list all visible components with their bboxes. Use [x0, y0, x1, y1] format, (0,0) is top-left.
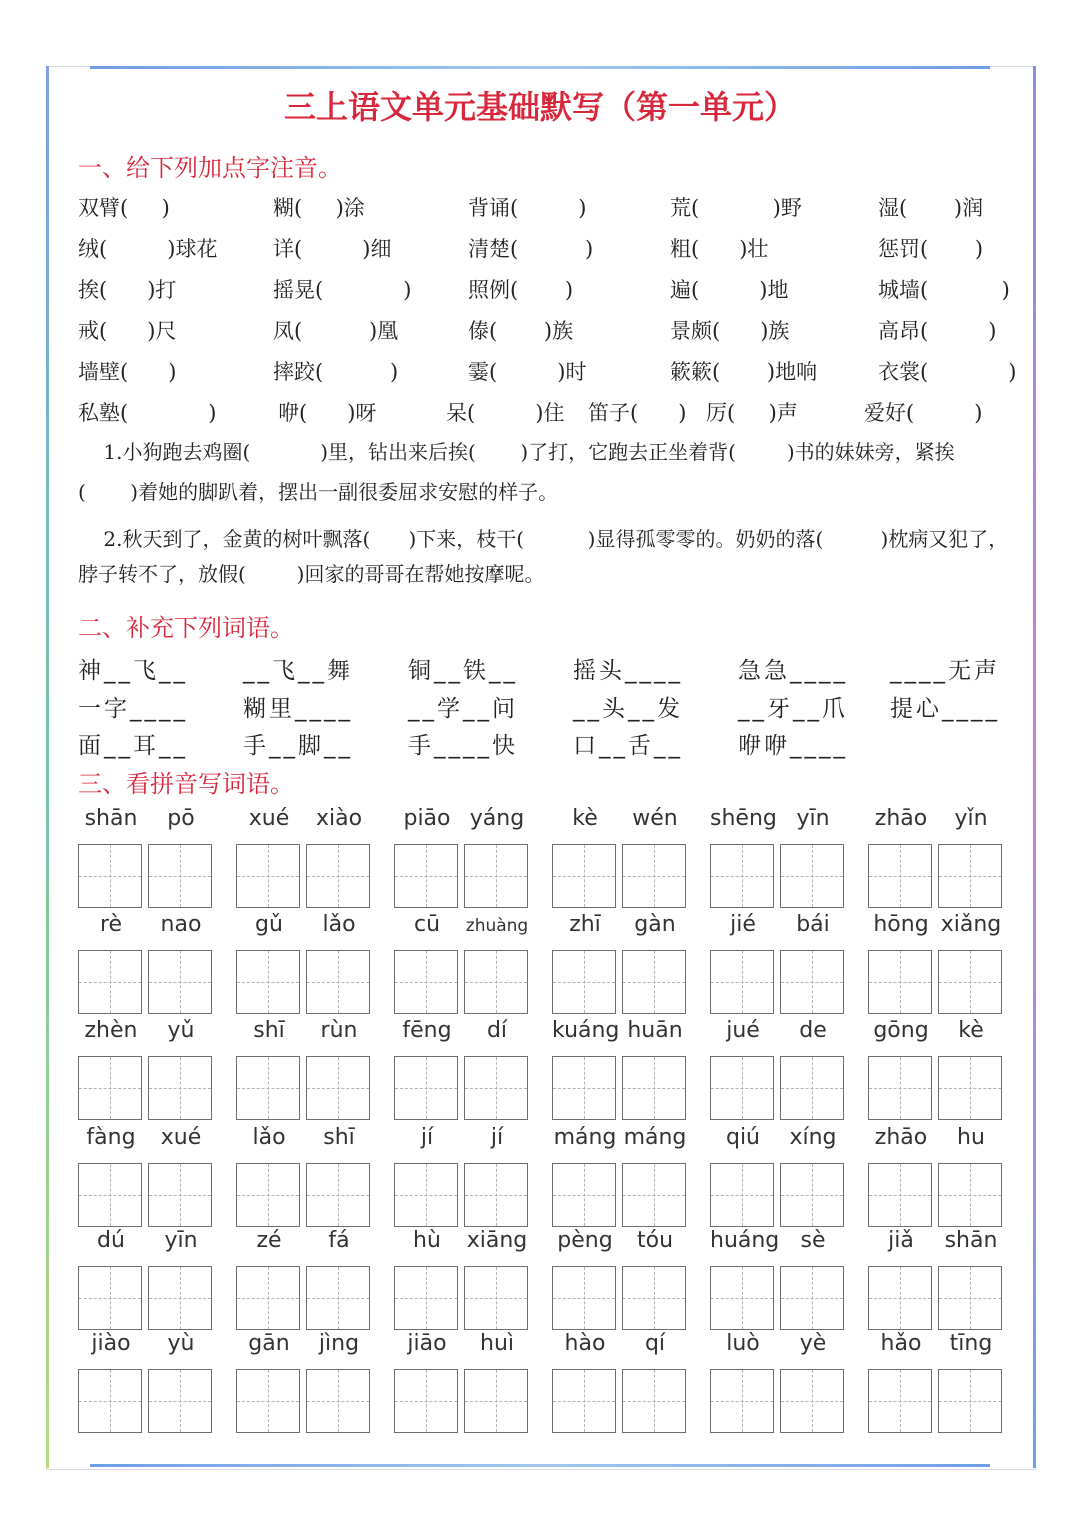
- word-fill-item[interactable]: 咿咿____: [738, 733, 848, 759]
- tianzige-writing-box[interactable]: [148, 1163, 212, 1227]
- pinyin-label: jiǎ: [888, 1228, 914, 1253]
- annotate-item[interactable]: 厉( )声: [706, 401, 798, 425]
- annotate-item[interactable]: 爱好( ): [864, 401, 983, 425]
- tianzige-writing-box[interactable]: [78, 1056, 142, 1120]
- pinyin-label: pō: [167, 806, 195, 831]
- pinyin-label: dú: [97, 1228, 125, 1253]
- tianzige-writing-box[interactable]: [938, 1163, 1002, 1227]
- tianzige-writing-box[interactable]: [148, 1056, 212, 1120]
- pinyin-label: xué: [248, 806, 290, 831]
- tianzige-writing-box[interactable]: [306, 1266, 370, 1330]
- tianzige-writing-box[interactable]: [938, 1056, 1002, 1120]
- annotate-item[interactable]: 遍( )地: [670, 278, 789, 302]
- tianzige-writing-box[interactable]: [622, 1163, 686, 1227]
- tianzige-writing-box[interactable]: [148, 844, 212, 908]
- tianzige-writing-box[interactable]: [710, 1056, 774, 1120]
- word-fill-item[interactable]: 糊里____: [243, 696, 353, 722]
- pinyin-label: kè: [572, 806, 598, 831]
- tianzige-writing-box[interactable]: [938, 950, 1002, 1014]
- pinyin-label: máng: [623, 1125, 687, 1150]
- tianzige-writing-box[interactable]: [306, 1056, 370, 1120]
- annotate-item[interactable]: 高昂( ): [878, 319, 997, 343]
- tianzige-writing-box[interactable]: [236, 844, 300, 908]
- annotate-item[interactable]: 城墙( ): [878, 278, 1010, 302]
- pinyin-label: fēng: [402, 1018, 452, 1043]
- sentence-line: ( )着她的脚趴着，摆出一副很委屈求安慰的样子。: [78, 480, 559, 504]
- pinyin-row: [78, 192, 1008, 224]
- tianzige-writing-box[interactable]: [148, 1266, 212, 1330]
- word-fill-item[interactable]: __头__发: [573, 696, 683, 722]
- pinyin-row: [78, 397, 1008, 429]
- pinyin-label: zhāo: [874, 806, 928, 831]
- pinyin-label: huáng: [710, 1228, 780, 1253]
- pinyin-label: huì: [480, 1331, 514, 1356]
- pinyin-label: jié: [730, 912, 756, 937]
- pinyin-label: fàng: [86, 1125, 136, 1150]
- pinyin-label: shī: [253, 1018, 285, 1043]
- pinyin-label: nao: [160, 912, 202, 937]
- pinyin-label: yǐn: [954, 806, 988, 831]
- sentence-line: 2.秋天到了，金黄的树叶飘落( )下来，枝干( )显得孤零零的。奶奶的落( )枕病又犯了，: [78, 527, 1009, 551]
- pinyin-label: luò: [726, 1331, 760, 1356]
- tianzige-writing-box[interactable]: [710, 844, 774, 908]
- tianzige-writing-box[interactable]: [464, 1266, 528, 1330]
- pinyin-label: zhuàng: [465, 916, 529, 936]
- pinyin-label: xué: [160, 1125, 202, 1150]
- word-fill-row: [78, 727, 1008, 761]
- tianzige-writing-box[interactable]: [148, 950, 212, 1014]
- pinyin-label: yǔ: [167, 1018, 195, 1043]
- tianzige-writing-box[interactable]: [710, 1266, 774, 1330]
- word-fill-item[interactable]: 急急____: [738, 658, 848, 684]
- pinyin-label: xiào: [315, 806, 363, 831]
- pinyin-label: hǎo: [880, 1331, 922, 1356]
- pinyin-label: shī: [323, 1125, 355, 1150]
- pinyin-label: rè: [99, 912, 123, 937]
- annotate-item[interactable]: 糊( )涂: [273, 196, 365, 220]
- pinyin-label: zé: [256, 1228, 282, 1253]
- tianzige-writing-box[interactable]: [552, 1163, 616, 1227]
- pinyin-label: lǎo: [322, 912, 356, 937]
- word-fill-item[interactable]: ____无声: [890, 658, 1000, 684]
- pinyin-label: de: [799, 1018, 827, 1043]
- annotate-item[interactable]: 凤( )凰: [273, 319, 399, 343]
- word-fill-item[interactable]: 口__舌__: [573, 733, 683, 759]
- tianzige-writing-box[interactable]: [868, 1266, 932, 1330]
- page-title: 三上语文单元基础默写（第一单元）: [283, 88, 796, 126]
- tianzige-writing-box[interactable]: [394, 1163, 458, 1227]
- word-fill-item[interactable]: __飞__舞: [243, 658, 353, 684]
- tianzige-writing-box[interactable]: [552, 1266, 616, 1330]
- pinyin-label: zhāo: [874, 1125, 928, 1150]
- word-fill-item[interactable]: __牙__爪: [738, 696, 848, 722]
- word-fill-item[interactable]: 一字____: [78, 696, 188, 722]
- pinyin-label: pèng: [557, 1228, 613, 1253]
- pinyin-label: zhèn: [84, 1018, 138, 1043]
- pinyin-label: gān: [248, 1331, 290, 1356]
- tianzige-writing-box[interactable]: [78, 844, 142, 908]
- tianzige-writing-box[interactable]: [868, 1163, 932, 1227]
- tianzige-writing-box[interactable]: [552, 844, 616, 908]
- pinyin-label: hu: [957, 1125, 985, 1150]
- tianzige-writing-box[interactable]: [78, 1266, 142, 1330]
- tianzige-writing-box[interactable]: [780, 1163, 844, 1227]
- pinyin-label: hōng: [873, 912, 929, 937]
- tianzige-writing-box[interactable]: [306, 950, 370, 1014]
- tianzige-writing-box[interactable]: [464, 844, 528, 908]
- tianzige-writing-box[interactable]: [780, 1369, 844, 1433]
- tianzige-writing-box[interactable]: [938, 1266, 1002, 1330]
- pinyin-row: [78, 274, 1008, 306]
- pinyin-label: fá: [328, 1228, 350, 1253]
- pinyin-row: [78, 315, 1008, 347]
- tianzige-writing-box[interactable]: [780, 1056, 844, 1120]
- tianzige-writing-box[interactable]: [938, 844, 1002, 908]
- pinyin-label: shān: [944, 1228, 998, 1253]
- pinyin-label: gǔ: [255, 912, 283, 937]
- tianzige-writing-box[interactable]: [710, 1163, 774, 1227]
- pinyin-label: jí: [420, 1125, 434, 1150]
- tianzige-writing-box[interactable]: [394, 1369, 458, 1433]
- tianzige-writing-box[interactable]: [306, 1369, 370, 1433]
- tianzige-writing-box[interactable]: [464, 1163, 528, 1227]
- tianzige-writing-box[interactable]: [710, 950, 774, 1014]
- pinyin-label: shēng: [710, 806, 777, 831]
- tianzige-writing-box[interactable]: [622, 1369, 686, 1433]
- pinyin-label: yīn: [796, 806, 830, 831]
- tianzige-writing-box[interactable]: [394, 1266, 458, 1330]
- pinyin-label: tóu: [636, 1228, 674, 1253]
- tianzige-writing-box[interactable]: [394, 950, 458, 1014]
- annotate-item[interactable]: 详( )细: [273, 237, 392, 261]
- pinyin-row: [78, 233, 1008, 265]
- pinyin-label: piāo: [403, 806, 451, 831]
- tianzige-writing-box[interactable]: [868, 1056, 932, 1120]
- tianzige-writing-box[interactable]: [306, 844, 370, 908]
- tianzige-writing-box[interactable]: [710, 1369, 774, 1433]
- annotate-item[interactable]: 霎( )时: [468, 360, 587, 384]
- tianzige-writing-box[interactable]: [780, 1266, 844, 1330]
- annotate-item[interactable]: 景颇( )族: [670, 319, 790, 343]
- section1-heading: 一、给下列加点字注音。: [78, 154, 342, 182]
- tianzige-writing-box[interactable]: [306, 1163, 370, 1227]
- pinyin-label: jiào: [91, 1331, 131, 1356]
- frame-left-border: [46, 66, 49, 1468]
- word-fill-item[interactable]: 摇头____: [573, 658, 683, 684]
- annotate-item[interactable]: 惩罚( ): [878, 237, 984, 261]
- section3-heading: 三、看拼音写词语。: [78, 770, 294, 798]
- sentence-line: 脖子转不了，放假( )回家的哥哥在帮她按摩呢。: [78, 562, 545, 586]
- annotate-item[interactable]: 照例( ): [468, 278, 574, 302]
- annotate-item[interactable]: 傣( )族: [468, 319, 574, 343]
- tianzige-writing-box[interactable]: [236, 1266, 300, 1330]
- pinyin-label: yù: [167, 1331, 195, 1356]
- pinyin-label: xiāng: [466, 1228, 528, 1253]
- pinyin-label: lǎo: [252, 1125, 286, 1150]
- pinyin-label: bái: [796, 912, 830, 937]
- annotate-item[interactable]: 簌簌( )地响: [670, 360, 818, 384]
- annotate-item[interactable]: 荒( )野: [670, 196, 802, 220]
- pinyin-label: gàn: [634, 912, 676, 937]
- pinyin-label: qí: [644, 1331, 666, 1356]
- pinyin-label: jìng: [318, 1331, 360, 1356]
- word-fill-item[interactable]: __学__问: [408, 696, 518, 722]
- tianzige-writing-box[interactable]: [464, 1056, 528, 1120]
- tianzige-writing-box[interactable]: [236, 1163, 300, 1227]
- tianzige-writing-box[interactable]: [148, 1369, 212, 1433]
- annotate-item[interactable]: 呆( )住: [446, 401, 565, 425]
- word-fill-row: [78, 690, 1008, 724]
- annotate-item[interactable]: 摇晃( ): [273, 278, 412, 302]
- word-fill-item[interactable]: 手____快: [408, 733, 518, 759]
- tianzige-writing-box[interactable]: [552, 1056, 616, 1120]
- annotate-item[interactable]: 清楚( ): [468, 237, 594, 261]
- pinyin-label: cū: [413, 912, 441, 937]
- pinyin-label: jué: [726, 1018, 760, 1043]
- tianzige-writing-box[interactable]: [236, 1056, 300, 1120]
- pinyin-label: jiāo: [407, 1331, 447, 1356]
- tianzige-writing-box[interactable]: [622, 844, 686, 908]
- tianzige-writing-box[interactable]: [868, 950, 932, 1014]
- word-fill-row: [78, 652, 1008, 686]
- tianzige-writing-box[interactable]: [780, 950, 844, 1014]
- tianzige-writing-box[interactable]: [78, 950, 142, 1014]
- pinyin-label: yáng: [469, 806, 525, 831]
- tianzige-writing-box[interactable]: [236, 950, 300, 1014]
- annotate-item[interactable]: 衣裳( ): [878, 360, 1017, 384]
- annotate-item[interactable]: 墙壁( ): [78, 360, 177, 384]
- pinyin-label: hào: [564, 1331, 606, 1356]
- tianzige-writing-box[interactable]: [622, 1056, 686, 1120]
- tianzige-writing-box[interactable]: [78, 1369, 142, 1433]
- pinyin-label: rùn: [320, 1018, 358, 1043]
- tianzige-writing-box[interactable]: [780, 844, 844, 908]
- tianzige-writing-box[interactable]: [236, 1369, 300, 1433]
- tianzige-writing-box[interactable]: [464, 950, 528, 1014]
- annotate-item[interactable]: 粗( )壮: [670, 237, 769, 261]
- frame-right-border: [1033, 66, 1036, 1468]
- sentence-line: 1.小狗跑去鸡圈( )里，钻出来后挨( )了打，它跑去正坐着背( )书的妹妹旁，紧挨: [78, 440, 955, 464]
- tianzige-writing-box[interactable]: [622, 1266, 686, 1330]
- pinyin-label: dí: [486, 1018, 508, 1043]
- annotate-item[interactable]: 摔跤( ): [273, 360, 399, 384]
- pinyin-label: shān: [84, 806, 138, 831]
- annotate-item[interactable]: 绒( )球花: [78, 237, 218, 261]
- pinyin-label: xiǎng: [940, 912, 1002, 937]
- tianzige-writing-box[interactable]: [394, 1056, 458, 1120]
- pinyin-label: hù: [413, 1228, 441, 1253]
- tianzige-writing-box[interactable]: [868, 844, 932, 908]
- word-fill-item[interactable]: 铜__铁__: [408, 658, 518, 684]
- word-fill-item[interactable]: 提心____: [890, 696, 1000, 722]
- pinyin-row: [78, 356, 1017, 388]
- pinyin-label: yīn: [164, 1228, 198, 1253]
- pinyin-label: huān: [627, 1018, 683, 1043]
- tianzige-writing-box[interactable]: [938, 1369, 1002, 1433]
- pinyin-label: jí: [490, 1125, 504, 1150]
- pinyin-label: xíng: [789, 1125, 837, 1150]
- pinyin-label: gōng: [873, 1018, 929, 1043]
- top-rule: [90, 66, 990, 69]
- annotate-item[interactable]: 背诵( ): [468, 196, 587, 220]
- tianzige-writing-box[interactable]: [78, 1163, 142, 1227]
- annotate-item[interactable]: 挨( )打: [78, 278, 177, 302]
- tianzige-writing-box[interactable]: [868, 1369, 932, 1433]
- annotate-item[interactable]: 戒( )尺: [78, 319, 177, 343]
- annotate-item[interactable]: 私塾( ): [78, 401, 217, 425]
- section2-heading: 二、补充下列词语。: [78, 614, 294, 642]
- annotate-item[interactable]: 笛子( ): [588, 401, 687, 425]
- annotate-item[interactable]: 咿( )呀: [278, 401, 377, 425]
- pinyin-label: kuáng: [552, 1018, 620, 1043]
- pinyin-label: kè: [958, 1018, 984, 1043]
- bottom-rule: [90, 1464, 990, 1467]
- pinyin-label: sè: [800, 1228, 826, 1253]
- word-fill-item[interactable]: 神__飞__: [78, 658, 188, 684]
- tianzige-writing-box[interactable]: [552, 1369, 616, 1433]
- pinyin-label: tīng: [949, 1331, 993, 1356]
- tianzige-writing-box[interactable]: [394, 844, 458, 908]
- tianzige-writing-box[interactable]: [552, 950, 616, 1014]
- pinyin-label: zhī: [569, 912, 601, 937]
- pinyin-label: máng: [553, 1125, 617, 1150]
- word-fill-item[interactable]: 手__脚__: [243, 733, 353, 759]
- pinyin-label: wén: [632, 806, 678, 831]
- annotate-item[interactable]: 湿( )润: [878, 196, 984, 220]
- tianzige-writing-box[interactable]: [464, 1369, 528, 1433]
- pinyin-label: yè: [799, 1331, 827, 1356]
- pinyin-label: qiú: [725, 1125, 761, 1150]
- tianzige-writing-box[interactable]: [622, 950, 686, 1014]
- annotate-item[interactable]: 双臂( ): [78, 196, 170, 220]
- word-fill-item[interactable]: 面__耳__: [78, 733, 188, 759]
